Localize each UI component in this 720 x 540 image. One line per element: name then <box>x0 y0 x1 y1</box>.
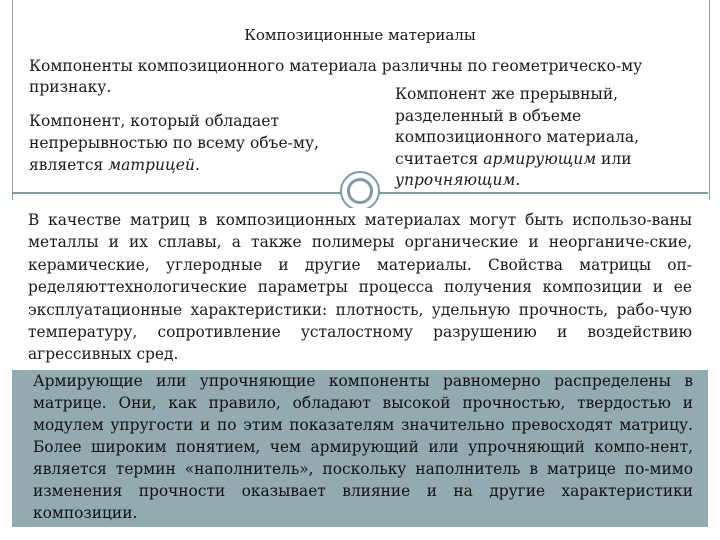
matrix-definition <box>29 110 349 176</box>
footer-line <box>12 526 708 527</box>
reinforcing-term: армирующим <box>483 149 597 168</box>
matrix-term: матрицей <box>108 156 195 174</box>
reinforcement-definition-text: Компонент же прерывный, разделенный в объеме композиционного материала, считается <box>395 85 640 168</box>
reinforcement-connector: или <box>596 149 632 168</box>
circle-ornament-icon <box>340 171 380 211</box>
matrix-definition-text: Компонент, который обладает непрерывностью по всему объе-му, является <box>29 112 320 174</box>
strengthening-term: упрочняющим <box>395 171 516 189</box>
matrix-definition-end: . <box>194 156 200 174</box>
matrix-paragraph: В качестве матриц в композиционных материалах могут быть использо-ваны металлы и их сплавы, а также полимеры органические и неорганиче-ские, керамические, углеродные и другие материалы. Свойства матрицы оп-ределяюттехнологические параметры процесса получения композиции и ее эксплуатационные характеристики: плотность, удельную прочность, рабо-чую температуру, сопротивление усталостному разрушению и воздействию агрессивных сред. <box>28 211 692 364</box>
reinforcement-definition <box>395 84 695 192</box>
slide-title: Композиционные материалы <box>244 26 476 44</box>
reinforcement-paragraph: Армирующие или упрочняющие компоненты равномерно распределены в матрице. Они, как правило, обладают высокой прочностью, твердостью и модулем упругости и по этим показателям значительно превосходят матрицу. Более широким понятием, чем армирующий или упрочняющий компо-нент, является термин «наполнитель», поскольку наполнитель в матрице по-мимо изменения прочности оказывает влияние и на другие характеристики композиции. <box>33 372 693 522</box>
intro-text: Компоненты композиционного материала различны по геометрическо-му признаку. <box>29 57 643 96</box>
reinforcement-definition-end: . <box>515 171 521 189</box>
